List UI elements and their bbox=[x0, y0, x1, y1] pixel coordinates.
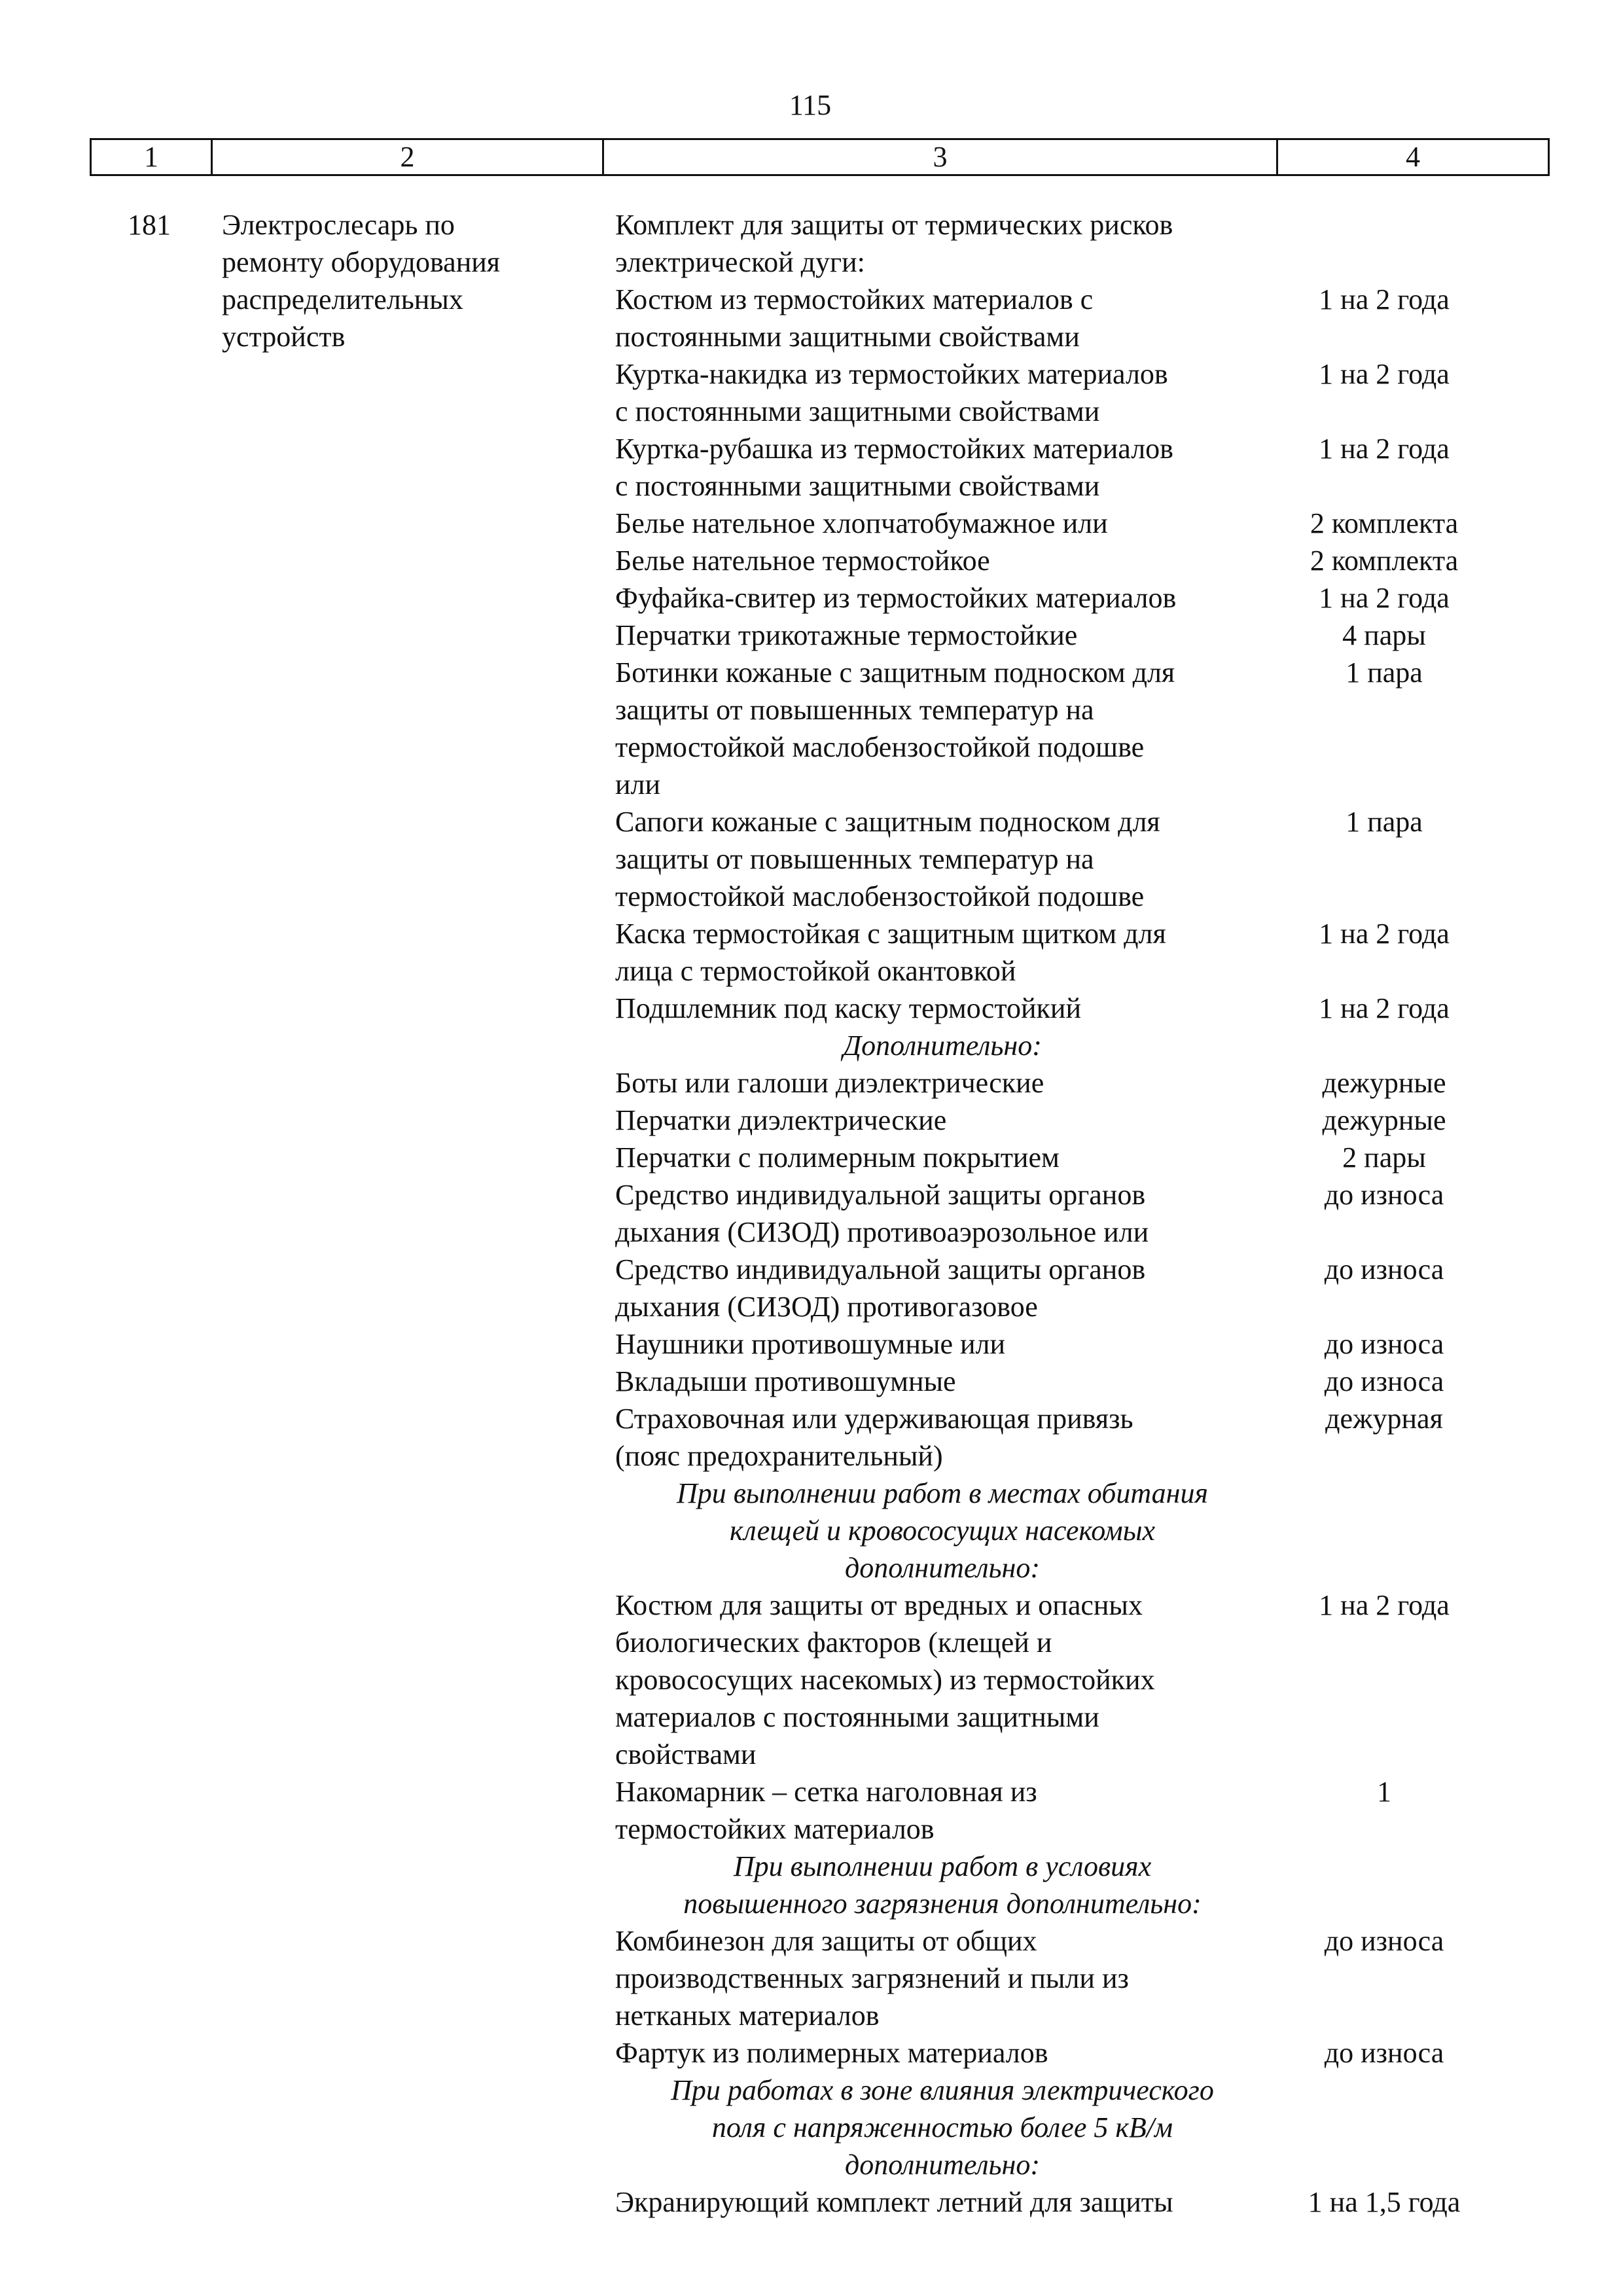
section-heading: Дополнительно: bbox=[843, 1030, 1042, 1062]
ppe-item-name: Каска термостойкая с защитным щитком для лица с термостойкой окантовкой bbox=[615, 918, 1166, 987]
ppe-item-norm: 1 на 2 года bbox=[1319, 1589, 1450, 1621]
ppe-item-name: Фуфайка-свитер из термостойких материалов bbox=[615, 582, 1177, 614]
ppe-item-name: Куртка-накидка из термостойких материалов с постоянными защитными свойствами bbox=[615, 358, 1168, 427]
ppe-item-norm: 4 пары bbox=[1342, 619, 1426, 651]
profession-name: Электрослесарь по ремонту оборудования распределительных устройств bbox=[222, 209, 501, 353]
ppe-item-name: Экранирующий комплект летний для защиты bbox=[615, 2186, 1173, 2218]
ppe-item-row bbox=[615, 617, 1551, 654]
ppe-item-name: Средство индивидуальной защиты органов дыхания (СИЗОД) противогазовое bbox=[615, 1253, 1146, 1323]
ppe-item-name: Фартук из полимерных материалов bbox=[615, 2037, 1048, 2069]
ppe-item-row bbox=[615, 1064, 1551, 1102]
ppe-item-name: Перчатки трикотажные термостойкие bbox=[615, 619, 1078, 651]
ppe-item-norm: до износа bbox=[1324, 1253, 1444, 1285]
ppe-item-row bbox=[615, 206, 1551, 281]
ppe-item-norm: до износа bbox=[1324, 1328, 1444, 1360]
ppe-item-row bbox=[615, 1400, 1551, 1475]
ppe-item-row bbox=[615, 542, 1551, 579]
ppe-item-name: Подшлемник под каску термостойкий bbox=[615, 992, 1081, 1024]
ppe-item-row bbox=[615, 579, 1551, 617]
section-heading: При выполнении работ в местах обитания клещей и кровососущих насекомых дополнительно: bbox=[677, 1477, 1208, 1584]
ppe-item-row bbox=[615, 355, 1551, 430]
ppe-item-row bbox=[615, 1176, 1551, 1251]
ppe-item-row bbox=[615, 1251, 1551, 1325]
ppe-item-row bbox=[615, 1102, 1551, 1139]
ppe-item-norm: 2 комплекта bbox=[1310, 545, 1459, 577]
section-heading: При работах в зоне влияния электрического поля с напряженностью более 5 кВ/м дополнительно: bbox=[671, 2074, 1214, 2181]
ppe-item-norm: 1 на 2 года bbox=[1319, 433, 1450, 465]
ppe-item-name: Наушники противошумные или bbox=[615, 1328, 1006, 1360]
ppe-item-norm: 1 bbox=[1377, 1776, 1391, 1808]
section-heading: При выполнении работ в условиях повышенного загрязнения дополнительно: bbox=[683, 1850, 1202, 1920]
ppe-item-norm: 1 на 2 года bbox=[1319, 283, 1450, 315]
ppe-item-norm: 2 пары bbox=[1342, 1141, 1426, 1174]
ppe-item-row bbox=[615, 654, 1551, 803]
ppe-item-name: Ботинки кожаные с защитным подноском для защиты от повышенных температур на термостойкой маслобензостойкой подошве или bbox=[615, 656, 1175, 800]
ppe-items-list bbox=[615, 206, 1551, 2221]
ppe-item-norm: до износа bbox=[1324, 1179, 1444, 1211]
ppe-item-name: Комплект для защиты от термических рисков электрической дуги: bbox=[615, 209, 1173, 278]
column-header-4: 4 bbox=[1406, 141, 1420, 173]
ppe-item-norm: дежурные bbox=[1322, 1067, 1446, 1099]
ppe-item-name: Боты или галоши диэлектрические bbox=[615, 1067, 1044, 1099]
ppe-item-row bbox=[615, 1363, 1551, 1400]
ppe-item-name: Накомарник – сетка наголовная из термостойких материалов bbox=[615, 1776, 1037, 1845]
ppe-item-norm: до износа bbox=[1324, 1925, 1444, 1957]
ppe-item-row bbox=[615, 1139, 1551, 1176]
ppe-item-norm: 1 на 1,5 года bbox=[1308, 2186, 1461, 2218]
ppe-item-name: Костюм для защиты от вредных и опасных биологических факторов (клещей и кровососущих насекомых) из термостойких материалов с постоянными защитными свойствами bbox=[615, 1589, 1155, 1770]
ppe-item-norm: 1 на 2 года bbox=[1319, 358, 1450, 390]
ppe-item-row bbox=[615, 1773, 1551, 1848]
ppe-item-row bbox=[615, 430, 1551, 505]
ppe-item-norm: дежурная bbox=[1325, 1403, 1443, 1435]
ppe-item-norm: до износа bbox=[1324, 2037, 1444, 2069]
ppe-item-norm: 1 пара bbox=[1346, 806, 1423, 838]
page-number: 115 bbox=[789, 89, 832, 121]
ppe-item-norm: до износа bbox=[1324, 1365, 1444, 1397]
ppe-item-row bbox=[615, 2034, 1551, 2072]
ppe-item-name: Белье нательное термостойкое bbox=[615, 545, 990, 577]
ppe-item-norm: 2 комплекта bbox=[1310, 507, 1459, 539]
ppe-item-row bbox=[615, 803, 1551, 915]
column-header-3: 3 bbox=[604, 140, 1278, 174]
ppe-item-norm: 1 на 2 года bbox=[1319, 582, 1450, 614]
ppe-item-name: Сапоги кожаные с защитным подноском для защиты от повышенных температур на термостойкой маслобензостойкой подошве bbox=[615, 806, 1160, 912]
ppe-item-row bbox=[615, 1325, 1551, 1363]
ppe-item-norm: 1 пара bbox=[1346, 656, 1423, 689]
row-number: 181 bbox=[128, 209, 171, 241]
ppe-item-row bbox=[615, 505, 1551, 542]
ppe-item-name: Комбинезон для защиты от общих производственных загрязнений и пыли из нетканых материалов bbox=[615, 1925, 1129, 2032]
ppe-item-name: Куртка-рубашка из термостойких материалов с постоянными защитными свойствами bbox=[615, 433, 1173, 502]
ppe-item-norm: 1 на 2 года bbox=[1319, 992, 1450, 1024]
ppe-item-norm: 1 на 2 года bbox=[1319, 918, 1450, 950]
ppe-item-row bbox=[615, 281, 1551, 355]
ppe-item-name: Костюм из термостойких материалов с постоянными защитными свойствами bbox=[615, 283, 1094, 353]
ppe-item-row bbox=[615, 1922, 1551, 2034]
ppe-item-row bbox=[615, 990, 1551, 1027]
ppe-item-name: Вкладыши противошумные bbox=[615, 1365, 956, 1397]
ppe-item-name: Перчатки диэлектрические bbox=[615, 1104, 947, 1136]
ppe-item-row bbox=[615, 2183, 1551, 2221]
ppe-item-row bbox=[615, 915, 1551, 990]
ppe-item-norm bbox=[1270, 206, 1499, 281]
ppe-item-name: Белье нательное хлопчатобумажное или bbox=[615, 507, 1108, 539]
column-header-2: 2 bbox=[213, 140, 604, 174]
column-header-row bbox=[90, 138, 1550, 176]
ppe-item-norm: дежурные bbox=[1322, 1104, 1446, 1136]
ppe-item-name: Страховочная или удерживающая привязь (пояс предохранительный) bbox=[615, 1403, 1133, 1472]
ppe-item-row bbox=[615, 1587, 1551, 1773]
ppe-item-name: Средство индивидуальной защиты органов дыхания (СИЗОД) противоаэрозольное или bbox=[615, 1179, 1149, 1248]
ppe-item-name: Перчатки с полимерным покрытием bbox=[615, 1141, 1060, 1174]
column-header-1: 1 bbox=[92, 140, 213, 174]
